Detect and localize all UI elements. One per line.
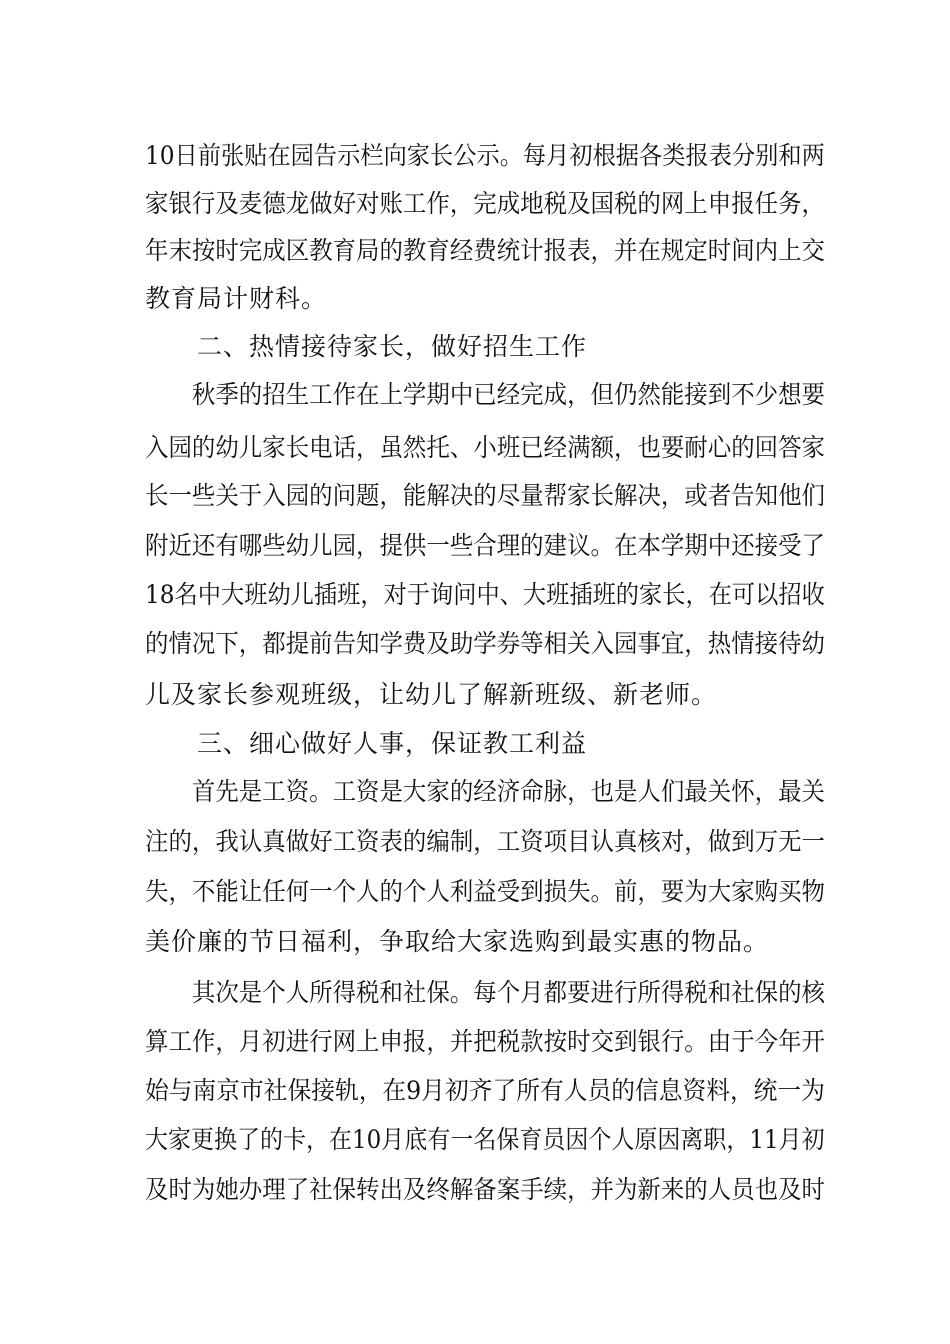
section-heading: 三、细心做好人事，保证教工利益 <box>145 729 588 758</box>
text-line: 18名中大班幼儿插班，对于询问中、大班插班的家长，在可以招收 <box>145 580 825 609</box>
text-line: 教育局计财科。 <box>145 284 328 313</box>
text-line: 年末按时完成区教育局的教育经费统计报表，并在规定时间内上交 <box>145 236 826 265</box>
text-line: 长一些关于入园的问题，能解决的尽量帮家长解决，或者告知他们 <box>145 481 826 510</box>
text-line: 附近还有哪些幼儿园，提供一些合理的建议。在本学期中还接受了 <box>145 531 826 560</box>
text-line: 秋季的招生工作在上学期中已经完成，但仍然能接到不少想要 <box>145 380 826 409</box>
text-line: 注的，我认真做好工资表的编制，工资项目认真核对，做到万无一 <box>145 827 826 856</box>
text-line: 算工作，月初进行网上申报，并把税款按时交到银行。由于今年开 <box>145 1027 826 1056</box>
text-line: 美价廉的节日福利，争取给大家选购到最实惠的物品。 <box>145 927 770 956</box>
text-line: 其次是个人所得税和社保。每个月都要进行所得税和社保的核 <box>145 978 826 1007</box>
text-line: 的情况下，都提前告知学费及助学券等相关入园事宜，热情接待幼 <box>145 629 826 658</box>
text-line: 10日前张贴在园告示栏向家长公示。每月初根据各类报表分别和两 <box>145 141 825 170</box>
text-line: 儿及家长参观班级，让幼儿了解新班级、新老师。 <box>145 680 718 709</box>
text-line: 入园的幼儿家长电话，虽然托、小班已经满额，也要耐心的回答家 <box>145 433 826 462</box>
text-line: 及时为她办理了社保转出及终解备案手续，并为新来的人员也及时 <box>145 1175 826 1204</box>
text-line: 大家更换了的卡，在10月底有一名保育员因个人原因离职，11月初 <box>145 1125 825 1154</box>
text-line: 首先是工资。工资是大家的经济命脉，也是人们最关怀，最关 <box>145 777 826 806</box>
text-line: 家银行及麦德龙做好对账工作，完成地税及国税的网上申报任务， <box>145 189 826 218</box>
text-line: 失，不能让任何一个人的个人利益受到损失。前，要为大家购买物 <box>145 877 826 906</box>
section-heading: 二、热情接待家长，做好招生工作 <box>145 332 588 361</box>
text-line: 始与南京市社保接轨，在9月初齐了所有人员的信息资料，统一为 <box>145 1076 825 1105</box>
